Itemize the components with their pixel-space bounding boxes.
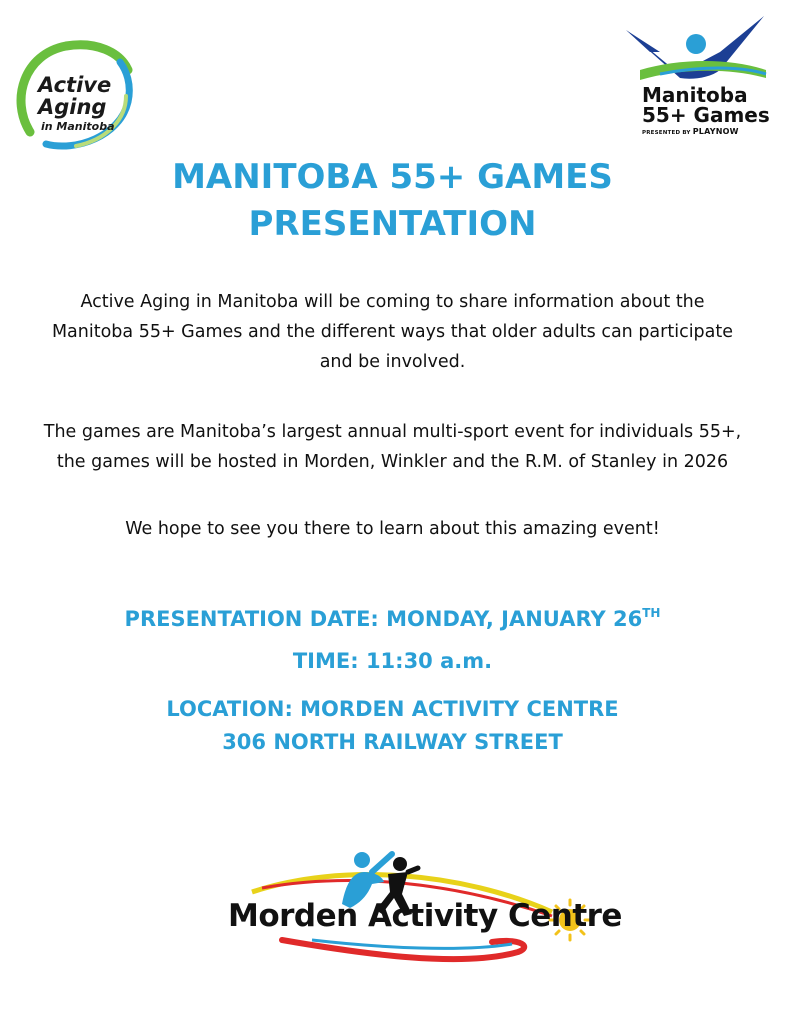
- intro-line1: Active Aging in Manitoba will be coming to share information about the: [80, 292, 705, 312]
- presentation-location: [0, 693, 785, 759]
- games-figure-icon: [620, 12, 770, 87]
- morden-centre-name: Morden Activity Centre: [228, 898, 622, 934]
- morden-activity-centre-logo: [222, 842, 622, 974]
- games-line2: the games will be hosted in Morden, Winkler and the R.M. of Stanley in 2026: [56, 452, 729, 472]
- presented-by-text: PRESENTED BY: [642, 129, 691, 136]
- address-text: 306 NORTH RAILWAY STREET: [222, 730, 563, 754]
- games-title-line1: Manitoba: [642, 83, 748, 107]
- sponsor-name: PLAYNOW: [692, 126, 739, 136]
- active-aging-line3: in Manitoba: [41, 120, 115, 133]
- active-aging-line1: Active: [38, 73, 112, 97]
- intro-line2: Manitoba 55+ Games and the different ways that older adults can participate: [51, 322, 734, 342]
- date-suffix: TH: [642, 606, 661, 620]
- games-title-line2: 55+ Games: [642, 103, 770, 128]
- title-line1: MANITOBA 55+ GAMES: [172, 157, 613, 197]
- games-paragraph: [20, 417, 765, 477]
- games-sponsor-line: [642, 128, 770, 137]
- presentation-time: TIME: 11:30 a.m.: [292, 649, 493, 673]
- date-text: PRESENTATION DATE: MONDAY, JANUARY 26: [124, 607, 643, 631]
- intro-line3: and be involved.: [319, 352, 466, 372]
- active-aging-logo: [16, 40, 136, 152]
- location-text: LOCATION: MORDEN ACTIVITY CENTRE: [166, 697, 619, 721]
- closing-paragraph: We hope to see you there to learn about this amazing event!: [125, 519, 660, 539]
- page-title: [0, 154, 785, 248]
- manitoba-games-logo: [620, 12, 770, 147]
- intro-paragraph: [20, 287, 765, 377]
- active-aging-line2: Aging: [38, 95, 107, 119]
- games-line1: The games are Manitoba’s largest annual multi-sport event for individuals 55+,: [43, 422, 742, 442]
- title-line2: PRESENTATION: [248, 204, 537, 244]
- presentation-date: [0, 598, 785, 634]
